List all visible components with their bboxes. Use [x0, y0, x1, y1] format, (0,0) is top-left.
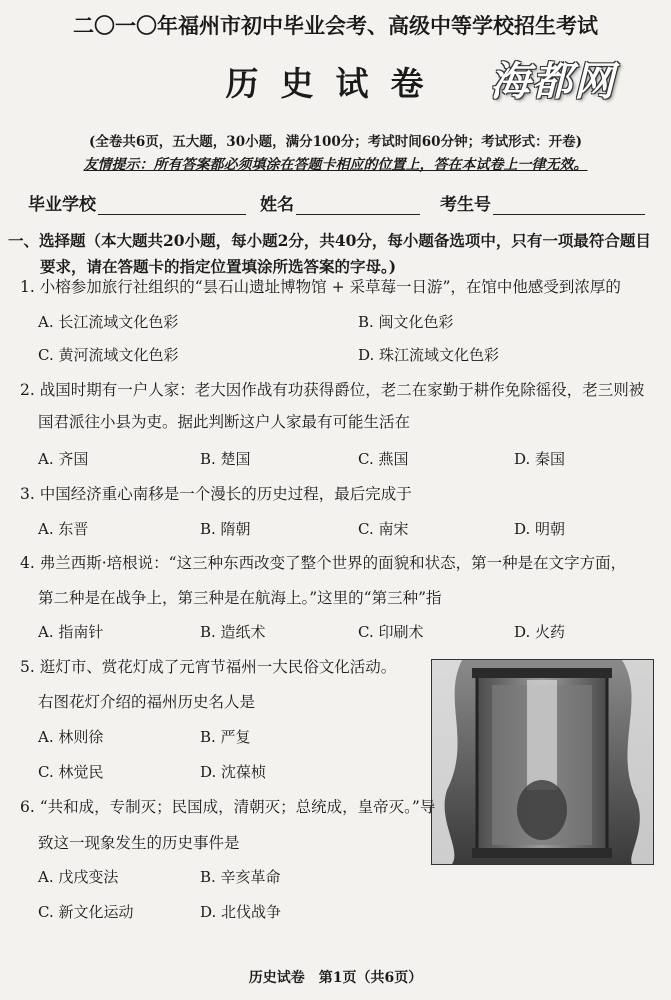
q2-option-a: A. 齐国 — [38, 450, 89, 468]
question-1: 1. 小榕参加旅行社组织的“昙石山遗址博物馆 + 采草莓一日游”，在馆中他感受到浓厚的 — [20, 278, 621, 296]
student-info-fields — [28, 190, 658, 214]
q1-option-b: B. 闽文化色彩 — [358, 313, 454, 331]
name-blank[interactable] — [296, 196, 420, 215]
school-label: 毕业学校 — [28, 195, 96, 215]
name-field — [260, 190, 420, 215]
section-one-line-1: 一、选择题（本大题共20小题，每小题2分，共40分，每小题备选项中，只有一项最符合题目 — [8, 231, 651, 250]
q4-option-c: C. 印刷术 — [358, 623, 424, 641]
friendly-tip — [0, 154, 671, 174]
q5-option-b: B. 严复 — [200, 728, 251, 746]
q5-option-a: A. 林则徐 — [38, 728, 104, 746]
question-5-line-2: 右图花灯介绍的福州历史名人是 — [38, 693, 256, 711]
question-3: 3. 中国经济重心南移是一个漫长的历史过程，最后完成于 — [20, 485, 412, 503]
section-one-line-2: 要求，请在答题卡的指定位置填涂所选答案的字母。) — [40, 257, 397, 276]
q2-option-c: C. 燕国 — [358, 450, 409, 468]
question-5-line-1: 5. 逛灯市、赏花灯成了元宵节福州一大民俗文化活动。 — [20, 658, 397, 676]
question-6-line-1: 6. “共和成，专制灭；民国成，清朝灭；总统成，皇帝灭。”导 — [20, 798, 436, 816]
q1-option-a: A. 长江流域文化色彩 — [38, 313, 179, 331]
q4-option-d: D. 火药 — [514, 623, 566, 641]
name-label: 姓名 — [260, 195, 294, 215]
lantern-illustration — [432, 660, 653, 864]
q2-option-b: B. 楚国 — [200, 450, 251, 468]
subject-title: 历史试卷 — [225, 64, 446, 103]
question-4-line-1: 4. 弗兰西斯·培根说：“这三种东西改变了整个世界的面貌和状态，第一种是在文字方面， — [20, 554, 627, 572]
exam-title: 二〇一〇年福州市初中毕业会考、高级中等学校招生考试 — [73, 13, 598, 38]
q5-option-c: C. 林觉民 — [38, 763, 104, 781]
q3-option-c: C. 南宋 — [358, 520, 409, 538]
school-field — [28, 190, 246, 215]
q6-option-b: B. 辛亥革命 — [200, 868, 281, 886]
watermark-logo: 海都网 — [490, 58, 616, 105]
q6-option-c: C. 新文化运动 — [38, 903, 134, 921]
q6-option-a: A. 戊戌变法 — [38, 868, 119, 886]
question-2-line-2: 国君派往小县为吏。据此判断这户人家最有可能生活在 — [38, 413, 411, 431]
q5-option-d: D. 沈葆桢 — [200, 763, 267, 781]
exam-no-blank[interactable] — [493, 196, 645, 215]
q6-option-d: D. 北伐战争 — [200, 903, 282, 921]
q2-option-d: D. 秦国 — [514, 450, 566, 468]
friendly-tip-text: 友情提示：所有答案都必须填涂在答题卡相应的位置上，答在本试卷上一律无效。 — [83, 157, 588, 173]
q3-option-d: D. 明朝 — [514, 520, 566, 538]
q3-option-b: B. 隋朝 — [200, 520, 251, 538]
school-blank[interactable] — [98, 196, 246, 215]
question-6-line-2: 致这一现象发生的历史事件是 — [38, 834, 240, 852]
question-4-line-2: 第二种是在战争上，第三种是在航海上。”这里的“第三种”指 — [38, 589, 442, 607]
exam-no-label: 考生号 — [440, 195, 491, 215]
section-one-heading — [8, 228, 658, 280]
q3-option-a: A. 东晋 — [38, 520, 89, 538]
q1-option-d: D. 珠江流域文化色彩 — [358, 346, 500, 364]
q1-option-c: C. 黄河流域文化色彩 — [38, 346, 179, 364]
exam-info: (全卷共6页，五大题，30小题，满分100分；考试时间60分钟；考试形式：开卷) — [89, 134, 582, 150]
q4-option-a: A. 指南针 — [38, 623, 104, 641]
question-2-line-1: 2. 战国时期有一户人家：老大因作战有功获得爵位，老二在家勤于耕作免除徭役，老三则被 — [20, 381, 645, 399]
exam-no-field — [440, 190, 645, 215]
q4-option-b: B. 造纸术 — [200, 623, 266, 641]
page-footer: 历史试卷 第1页（共6页） — [248, 970, 423, 986]
lantern-photo — [431, 659, 654, 865]
